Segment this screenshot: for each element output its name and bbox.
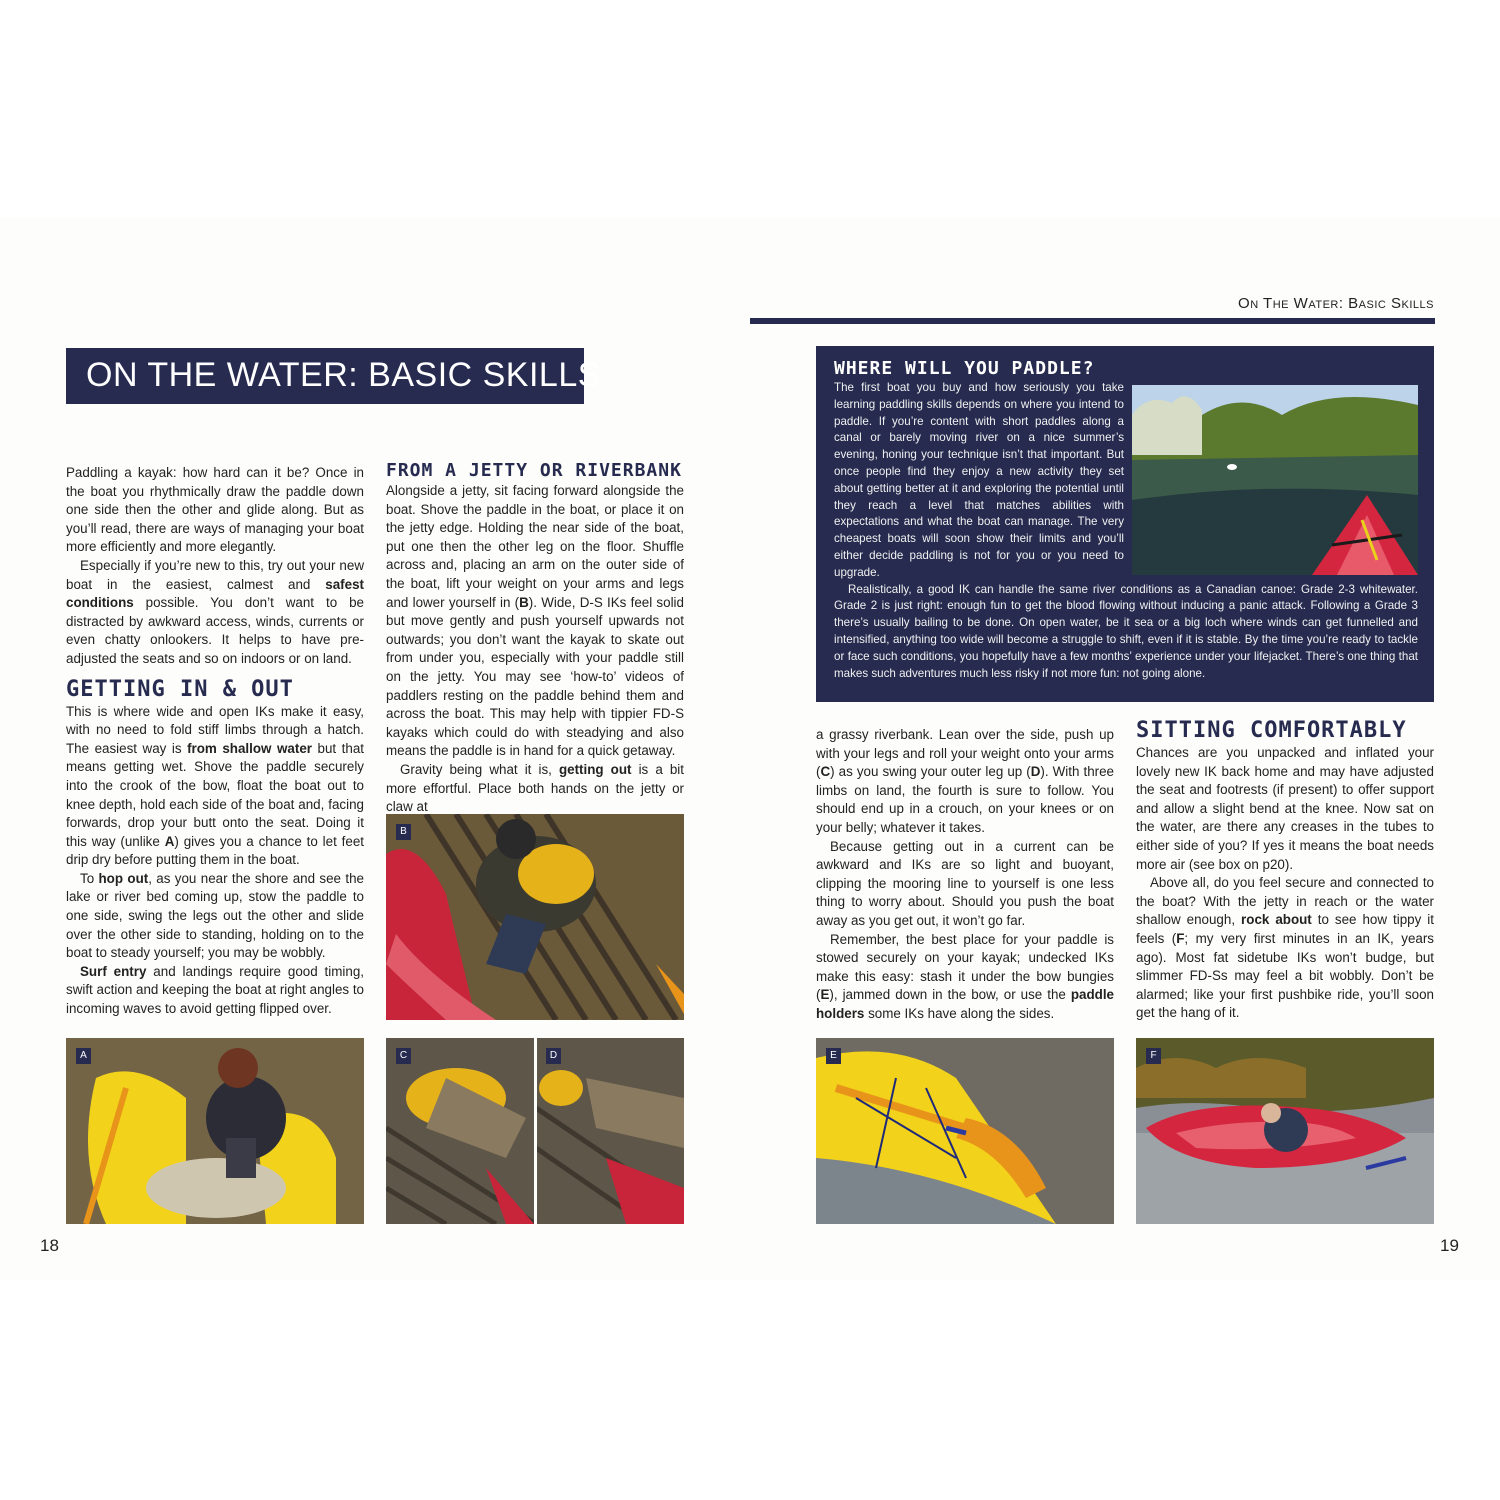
paragraph: a grassy riverbank. Lean over the side, push up with your legs and roll your weight onto your arms (C) as you swing your outer leg up (D). With three limbs on land, the fourth is sure to follow. You should end up in a crouch, on your knees or on your belly; whatever it takes. [816, 727, 1114, 835]
box-heading: WHERE WILL YOU PADDLE? [834, 358, 1095, 379]
photo-label: A [76, 1048, 91, 1064]
section-heading: SITTING COMFORTABLY [1136, 718, 1407, 743]
chapter-title: ON THE WATER: BASIC SKILLS [86, 356, 601, 394]
paragraph: Gravity being what it is, getting out is a bit more effortful. Place both hands on the jetty or claw at [386, 761, 684, 815]
paragraph: Because getting out in a current can be awkward and IKs are so light and buoyant, clipping the mooring line to yourself is one less thing to worry about. Should you push the boat away as you get out, it won’t go far. [816, 838, 1114, 928]
photo-b-jetty-entry [386, 814, 684, 1020]
paragraph: Chances are you unpacked and inflated your lovely new IK back home and may have adjusted the seat and footrests (if present) to offer support and allow a slight bend at the knee. Now sat on the water, are there any creases in the tubes to either side of you? If yes it means the boat needs more air (see box on p20). [1136, 745, 1434, 872]
paragraph: The first boat you buy and how seriously you take learning paddling skills depends on where you intend to paddle. If you’re content with short paddles along a canal or barely moving river on a nice summer’s evening, honing your technique isn’t that important. But once people find they enjoy a new activity they set about getting better at it and exploring the potential until they reach a level that matches abilities with expectations and what the boat can manage. The very cheapest boats will soon show their limits and you’ll either decide paddling is not for you or you need to upgrade. [834, 381, 1124, 579]
paragraph: Paddling a kayak: how hard can it be? Once in the boat you rhythmically draw the paddle down one side then the other and glide along. But as you’ll read, there are ways of managing your boat more efficiently and more elegantly. [66, 465, 364, 555]
paragraph: This is where wide and open IKs make it easy, with no need to fold stiff limbs through a hatch. The easiest way is from shallow water but that means getting wet. Shove the paddle securely into the crook of the bow, float the boat out to knee depth, hold each side of the boat and, facing forwards, drop your butt onto the seat. Doing it this way (unlike A) gives you a chance to let feet drip dry before putting them in the boat. [66, 703, 365, 868]
photo-f-rocking-kayak [1136, 1038, 1434, 1224]
page-number-left: 18 [40, 1236, 59, 1255]
photo-e-paddle-stowed [816, 1038, 1114, 1224]
section-heading: FROM A JETTY OR RIVERBANK [386, 460, 682, 481]
chapter-title-box [66, 348, 601, 404]
photo-a-shallow-entry [66, 1038, 364, 1224]
paragraph: Especially if you’re new to this, try out your new boat in the easiest, calmest and safest conditions possible. You don’t want to be distracted by awkward access, winds, currents or even chatty onlookers. It helps to have pre-adjusted the seats and so on indoors or on land. [66, 557, 364, 666]
page-number-right: 19 [1440, 1236, 1459, 1255]
right-column-1 [816, 726, 1114, 1024]
running-head: On The Water: Basic Skills [1238, 295, 1434, 312]
paragraph: Alongside a jetty, sit facing forward alongside the boat. Shove the paddle in the boat, or place it on the jetty edge. Holding the near side of the boat, put one then the other leg on the floor. Shuffle across and, placing an arm on the outer side of the boat, lift your weight on your arms and legs and lower yourself in (B). Wide, D-S IKs feel solid but move gently and push yourself upwards not outwards; you don’t want the kayak to skate out from under you, especially with your paddle still on the jetty. You may see ‘how-to’ videos of paddlers resting on the paddle behind them and across the boat. This may help with tippier FD-S kayaks which could do with steadying and also means the paddle is in hand for a quick getaway. [386, 483, 684, 759]
photo-label: E [826, 1048, 841, 1064]
paragraph: Above all, do you feel secure and connected to the boat? With the jetty in reach or the water shallow enough, rock about to see how tippy it feels (F; my very first minutes in an IK, years ago). Most fat sidetube IKs won’t budge, but slimmer FD-Ss may feel a bit wobbly. Don’t be alarmed; like your first pushbike ride, you’ll soon get the hang of it. [1136, 875, 1434, 1021]
paragraph: Surf entry and landings require good timing, swift action and keeping the boat at right angles to incoming waves to avoid getting flipped over. [66, 963, 364, 1017]
photo-river-kayak-bow [1132, 385, 1418, 575]
section-heading: GETTING IN & OUT [66, 676, 294, 702]
box-text [834, 380, 1418, 682]
sidebar-box-where-will-you-paddle [816, 346, 1434, 702]
paragraph: To hop out, as you near the shore and see the lake or river bed coming up, stow the paddle to one side, swing the legs out the other and slide over the other side to standing, holding on to the boat to steady yourself; you may be wobbly. [66, 870, 364, 961]
photo-cd-getting-out [386, 1038, 684, 1224]
photo-label: C [396, 1048, 411, 1064]
paragraph: Realistically, a good IK can handle the same river conditions as a Canadian canoe: Grade 2-3 whitewater. Grade 2 is just right: enough fun to get the blood flowing without inducing a panic attack. Following a Grade 3 there’s usually bailing to be done. On open water, be it sea or a big loch where winds can get funnelled and intensified, anything too wide will become a struggle to shift, even if it is stable. By the time you’re ready to tackle or face such conditions, you hopefully have a few months’ experience under your lifejacket. There’s one thing that makes such adventures much less risky if not more fun: not going alone. [834, 582, 1418, 680]
left-column-2 [386, 460, 684, 817]
photo-label: B [396, 824, 411, 840]
paragraph: Remember, the best place for your paddle is stowed securely on your kayak; undecked IKs make this easy: stash it under the bow bungies (E), jammed down in the bow, or use the paddle holders some IKs have along the sides. [816, 931, 1114, 1021]
photo-label: D [546, 1048, 561, 1064]
running-head-rule [750, 318, 1435, 324]
right-column-2 [1136, 718, 1434, 1023]
photo-label: F [1146, 1048, 1161, 1064]
left-column-1 [66, 464, 364, 1019]
